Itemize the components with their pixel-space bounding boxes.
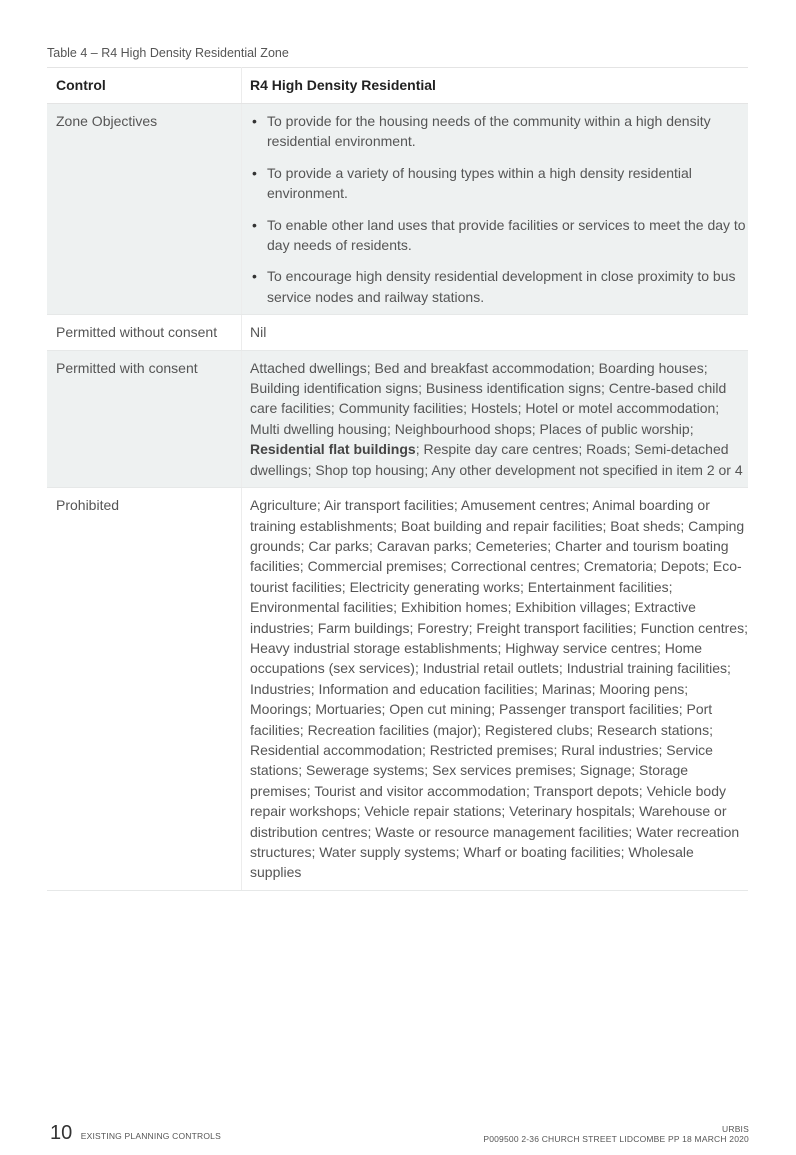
objective-text: To enable other land uses that provide facilities or services to meet the day to day needs of residents. — [267, 216, 746, 254]
row-permitted-with-consent — [47, 350, 748, 487]
row-label-objectives: Zone Objectives — [47, 104, 242, 315]
bullet-icon: • — [252, 113, 257, 129]
bullet-icon: • — [252, 216, 257, 233]
table-header-row — [47, 68, 748, 104]
section-name: EXISTING PLANNING CONTROLS — [80, 1131, 221, 1141]
list-item — [250, 266, 748, 307]
objective-text: To provide for the housing needs of the community within a high density residential environment. — [267, 113, 711, 150]
list-item — [250, 163, 748, 204]
row-prohibited — [47, 488, 748, 891]
list-item — [250, 215, 748, 256]
objectives-list — [250, 111, 748, 307]
row-zone-objectives — [47, 104, 748, 315]
page-number: 10 — [50, 1122, 73, 1144]
list-item — [250, 111, 748, 152]
row-label-prohibited: Prohibited — [47, 488, 242, 891]
document-reference: P009500 2-36 CHURCH STREET LIDCOMBE PP 18 MARCH 2020 — [483, 1134, 749, 1144]
footer-right — [483, 1124, 749, 1144]
with-consent-bold-term: Residential flat buildings — [250, 441, 416, 458]
footer-left — [50, 1122, 221, 1145]
row-label-without-consent: Permitted without consent — [47, 315, 242, 350]
header-zone: R4 High Density Residential — [242, 68, 749, 104]
objective-text: To encourage high density residential development in close proximity to bus service nodes and railway stations. — [267, 268, 736, 305]
objective-text: To provide a variety of housing types within a high density residential environment. — [267, 164, 692, 202]
header-control: Control — [47, 68, 242, 104]
row-label-with-consent: Permitted with consent — [47, 350, 242, 487]
with-consent-cell — [242, 350, 749, 487]
bullet-icon: • — [252, 268, 257, 285]
zone-controls-table — [47, 67, 748, 891]
row-permitted-without-consent — [47, 315, 748, 350]
objectives-cell — [242, 104, 749, 315]
with-consent-text-after: ; Respite day care centres; Roads; Semi-detached dwellings; Shop top housing; Any other development not specified in item 2 or 4 — [250, 441, 743, 478]
brand-name: URBIS — [722, 1124, 749, 1134]
with-consent-text-before: Attached dwellings; Bed and breakfast accommodation; Boarding houses; Building identification signs; Business identification signs; Centre-based child care facilities; Community facilities; Hostels; Hotel or motel accommodation; Multi dwelling housing; Neighbourhood shops; Places of public worship; — [250, 359, 727, 437]
bullet-icon: • — [252, 164, 257, 181]
table-caption: Table 4 – R4 High Density Residential Zone — [47, 46, 289, 60]
without-consent-value: Nil — [242, 315, 749, 350]
prohibited-value: Agriculture; Air transport facilities; Amusement centres; Animal boarding or training establishments; Boat building and repair facilities; Boat sheds; Camping grounds; Car parks; Caravan parks; Cemeteries; Charter and tourism boating facilities; Commercial premises; Correctional centres; Crematoria; Depots; Eco-tourist facilities; Electricity generating works; Entertainment facilities; Environmental facilities; Exhibition homes; Exhibition villages; Extractive industries; Farm buildings; Forestry; Freight transport facilities; Function centres; Heavy industrial storage establishments; Highway service centres; Home occupations (sex services); Industrial retail outlets; Industrial training facilities; Industries; Information and education facilities; Marinas; Mooring pens; Moorings; Mortuaries; Open cut mining; Passenger transport facilities; Port facilities; Recreation facilities (major); Registered clubs; Research stations; Residential accommodation; Restricted premises; Rural industries; Service stations; Sewerage systems; Sex services premises; Signage; Storage premises; Tourist and visitor accommodation; Transport depots; Vehicle body repair workshops; Vehicle repair stations; Veterinary hospitals; Warehouse or distribution centres; Waste or resource management facilities; Water recreation structures; Water supply systems; Wharf or boating facilities; Wholesale supplies — [242, 488, 749, 891]
